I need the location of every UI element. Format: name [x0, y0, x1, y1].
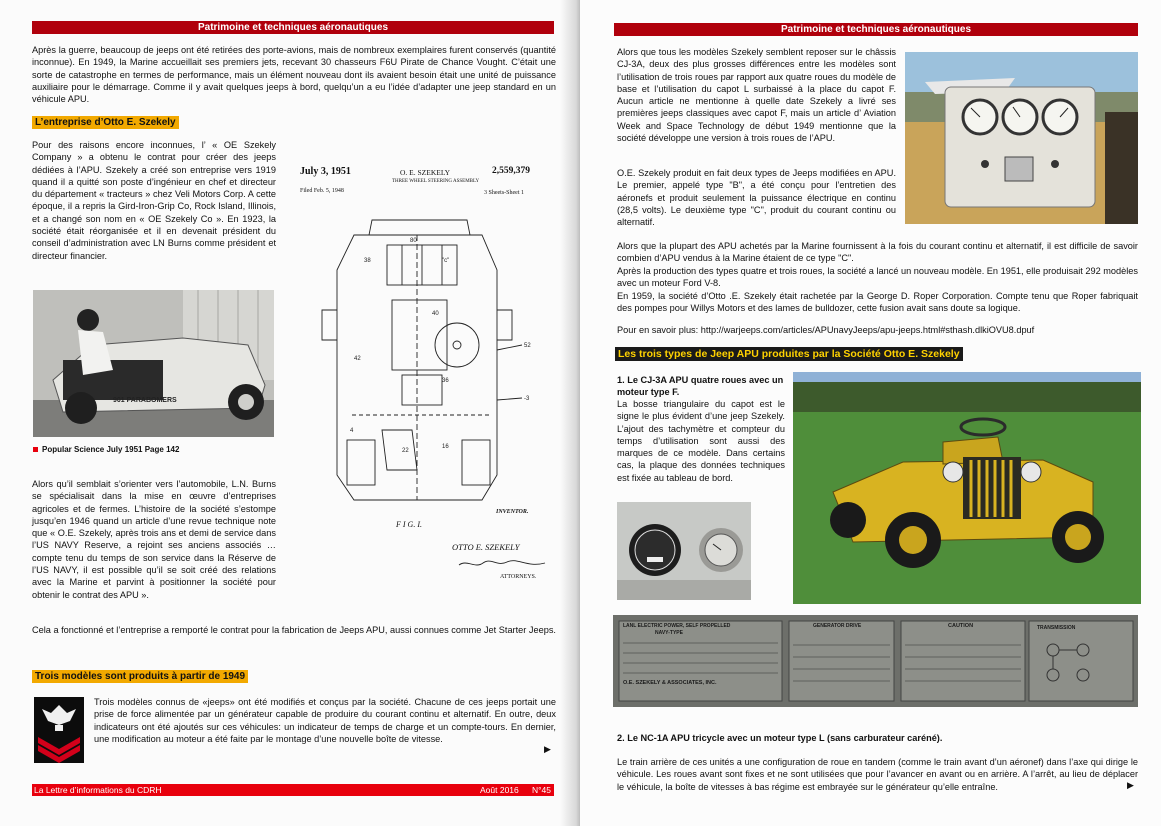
plate-navy-type: NAVY-TYPE	[655, 630, 683, 636]
burns-paragraph: Alors qu’il semblait s’orienter vers l’automobile, L.N. Burns se spécialisait dans la mise en œuvre d’entreprises agricoles et de fermes. L’histoire de la société s’estompe jusqu’en 1946 quand un article d’une revue technique note que « O.E. Szekely, après trois ans et demi de service dans l’US NAVY Reserve, a rejoint ses anciens associés … compte tenu du temps de son service dans la Réserve de l’US NAVY, il est possible qu’il se soit créé des relations avec la Marine et parvint à positionner la société pour obtenir le contrat des APU ».	[32, 479, 276, 600]
footer-issue: N°45	[532, 785, 551, 795]
section-title-three-types: Les trois types de Jeep APU produites par la Société Otto E. Szekely	[615, 347, 963, 361]
plate-maker: O.E. SZEKELY & ASSOCIATES, INC.	[623, 680, 717, 686]
left-footer-bar	[32, 784, 554, 796]
plate-caution: CAUTION	[948, 623, 974, 629]
left-header-bar: Patrimoine et techniques aéronautiques	[32, 21, 554, 34]
continue-arrow-icon: ▶	[544, 744, 551, 754]
caption-bullet-icon	[33, 447, 38, 452]
type1-title: 1. Le CJ-3A APU quatre roues avec un moteur type F.	[617, 375, 784, 398]
patent-sheets: 3 Sheets-Sheet 1	[484, 190, 524, 196]
patent-drawing	[292, 160, 558, 588]
photo-caption	[33, 445, 179, 454]
plate-transmission: TRANSMISSION	[1037, 625, 1076, 631]
patent-attorneys: ATTORNEYS.	[500, 574, 537, 580]
patent-fig-label: F I G. I.	[396, 520, 422, 529]
patent-subtitle: THREE WHEEL STEERING ASSEMBLY	[392, 179, 480, 184]
models-paragraph: Trois modèles connus de «jeeps» ont été modifiés et conçus par la société. Chacune de ces jeeps portait une prise de force alimentée par un générateur capable de produire du courant continu et alternatif. En outre, deux indicateurs ont été ajoutés sur ces véhicules: un indicateur de temps de charge et un compte-tours. En dernier, une modification au moteur a été faite par le montage d’une nouvelle boîte de vitesse.	[94, 697, 556, 744]
svg-text:40: 40	[432, 311, 439, 317]
type1-paragraph: La bosse triangulaire du capot est le signe le plus évident d’une jeep Szekely. L’ajout des tachymètre et compteur du temps d’utilisation sont aussi des marques de ce modèle. Dans certains cas, la plaque des données techniques est fixée au tableau de bord.	[617, 399, 785, 483]
roper-paragraph: En 1959, la société d’Otto .E. Szekely était rachetée par la George D. Roper Corporation. Compte tenu que Roper fabriquait des pompes pour Willys Motors et des lames de bulldozer, cette fusion avait sans doute sa logique.	[617, 291, 1138, 314]
left-page	[0, 0, 576, 826]
right-header-bar: Patrimoine et techniques aéronautiques	[614, 23, 1138, 36]
navy-sales-paragraph: Alors que la plupart des APU achetés par la Marine fournissent à la fois du courant continu et alternatif, il est difficile de savoir combien d’APU vendus à la Marine étaient de ce type "C".	[617, 241, 1138, 264]
data-plate-photo	[613, 615, 1138, 707]
svg-text:80: 80	[410, 238, 417, 244]
continue-arrow-icon-right: ▶	[1127, 780, 1134, 790]
patent-inventor-name: OTTO E. SZEKELY	[452, 542, 520, 552]
svg-text:"c": "c"	[442, 258, 450, 264]
chassis-paragraph: Alors que tous les modèles Szekely semblent reposer sur le châssis CJ-3A, deux des plus grosses différences entre les modèles sont l’utilisation de trois roues par rapport aux quatre roues du modèle de base et l’utilisation du capot L surbaissé à la place du capot F. Aucun article ne mentionne à quelle date Szekely a livré ses premières jeeps classiques avec capot F, mais un article d’ Aviation Week and Space Technology de début 1949 mentionne que la société développe une version à trois roues de l’APU.	[617, 47, 896, 144]
section-title-models: Trois modèles sont produits à partir de 1949	[32, 670, 248, 683]
svg-text:16: 16	[442, 444, 449, 450]
svg-text:38: 38	[364, 258, 371, 264]
svg-text:42: 42	[354, 356, 361, 362]
plate-title-left: LANL ELECTRIC POWER, SELF PROPELLED	[623, 623, 731, 629]
dashboard-gauges-photo	[617, 502, 751, 600]
gauges-photo	[905, 52, 1138, 224]
more-info-link[interactable]: Pour en savoir plus: http://warjeeps.com/articles/APUnavyJeeps/apu-jeeps.html#sthash.dlkiOVU8.dpuf	[617, 325, 1035, 335]
svg-text:-3: -3	[524, 396, 530, 402]
patent-inventor-header: O. E. SZEKELY	[400, 168, 451, 177]
yellow-jeep-photo	[793, 372, 1141, 604]
svg-text:36: 36	[442, 378, 449, 384]
patent-signature	[457, 556, 547, 566]
intro-paragraph: Après la guerre, beaucoup de jeeps ont été retirées des porte-avions, mais de nombreux exemplaires furent conservés (quantité inconnue). En 1949, la Marine accueillait ses premiers jets, recevant 30 chasseurs F6U Pirate de Chance Vought. C’était une sorte de catastrophe en termes de performance, mais un élément nouveau dont ils avaient besoin était une unité de puissance auxiliaire pour le démarrage. Comme il y avait quelques jeeps à bord, quelqu’un a eu l’idée d’adapter une jeep standard en un véhicule APU.	[32, 45, 556, 105]
footer-title: La Lettre d’informations du CDRH	[34, 785, 162, 795]
caption-text: Popular Science July 1951 Page 142	[42, 445, 180, 454]
patent-number: 2,559,379	[492, 166, 530, 176]
popular-science-photo	[33, 290, 274, 437]
patent-filed: Filed Feb. 5, 1948	[300, 188, 344, 194]
company-paragraph: Pour des raisons encore inconnues, l’ « OE Szekely Company » a obtenu le contrat pour créer des jeeps dédiées à l’APU. Szekely a créé son entreprise vers 1919 quand il a quitté son poste d’ingénieur en chef et directeur du département « tracteurs » chez Veli Motors Corp. A cette époque, il a repris la Gird-Iron-Grip Co, Rock Island, Illinois, et a changé son nom en « OE Szekely Co ». En 1923, la société était réorganisée et il en devenait président du conseil d’administration avec LN Burns comme président et directeur financier.	[32, 140, 276, 261]
patent-inventor-label: INVENTOR.	[496, 509, 529, 515]
navy-insignia-image	[34, 697, 84, 763]
patent-schematic	[292, 200, 558, 520]
footer-date: Août 2016	[480, 785, 519, 795]
svg-text:22: 22	[402, 448, 409, 454]
section-title-company: L’entreprise d’Otto E. Szekely	[32, 116, 179, 129]
ford-paragraph: Après la production des types quatre et trois roues, la société a lancé un nouveau modèle. En 1951, elle produisait 292 modèles avec un moteur Ford V-8.	[617, 266, 1138, 289]
plate-generator-drive: GENERATOR DRIVE	[813, 623, 862, 629]
svg-text:901 PARABOMERS: 901 PARABOMERS	[113, 397, 177, 404]
svg-text:52: 52	[524, 343, 531, 349]
right-page	[580, 0, 1161, 826]
contract-paragraph: Cela a fonctionné et l’entreprise a remporté le contrat pour la fabrication de Jeeps APU, aussi connues comme Jet Starter Jeeps.	[32, 625, 556, 635]
type2-title: 2. Le NC-1A APU tricycle avec un moteur type L (sans carburateur caréné).	[617, 733, 943, 743]
svg-text:4: 4	[350, 428, 354, 434]
types-paragraph: O.E. Szekely produit en fait deux types de Jeeps modifiées en APU. Le premier, appelé type "B", a été conçu pour l’entretien des aéronefs et produit seulement la puissance électrique en continu (28,5 volts). Le deuxième type "C", produit du courant continu ou alternatif.	[617, 168, 896, 228]
type2-paragraph: Le train arrière de ces unités a une configuration de roue en tandem (comme le train avant d’un aéronef) dans l’axe qui dirige le véhicule. Les roues avant sont fixes et ne sont utilisées que pour l’avancer en avant ou en arrière. A l’arrêt, au lieu de déplacer le véhicule, la boîte de vitesses à bas régime est embrayée sur le générateur qu’elle entraîne.	[617, 757, 1138, 792]
patent-date: July 3, 1951	[300, 166, 351, 177]
